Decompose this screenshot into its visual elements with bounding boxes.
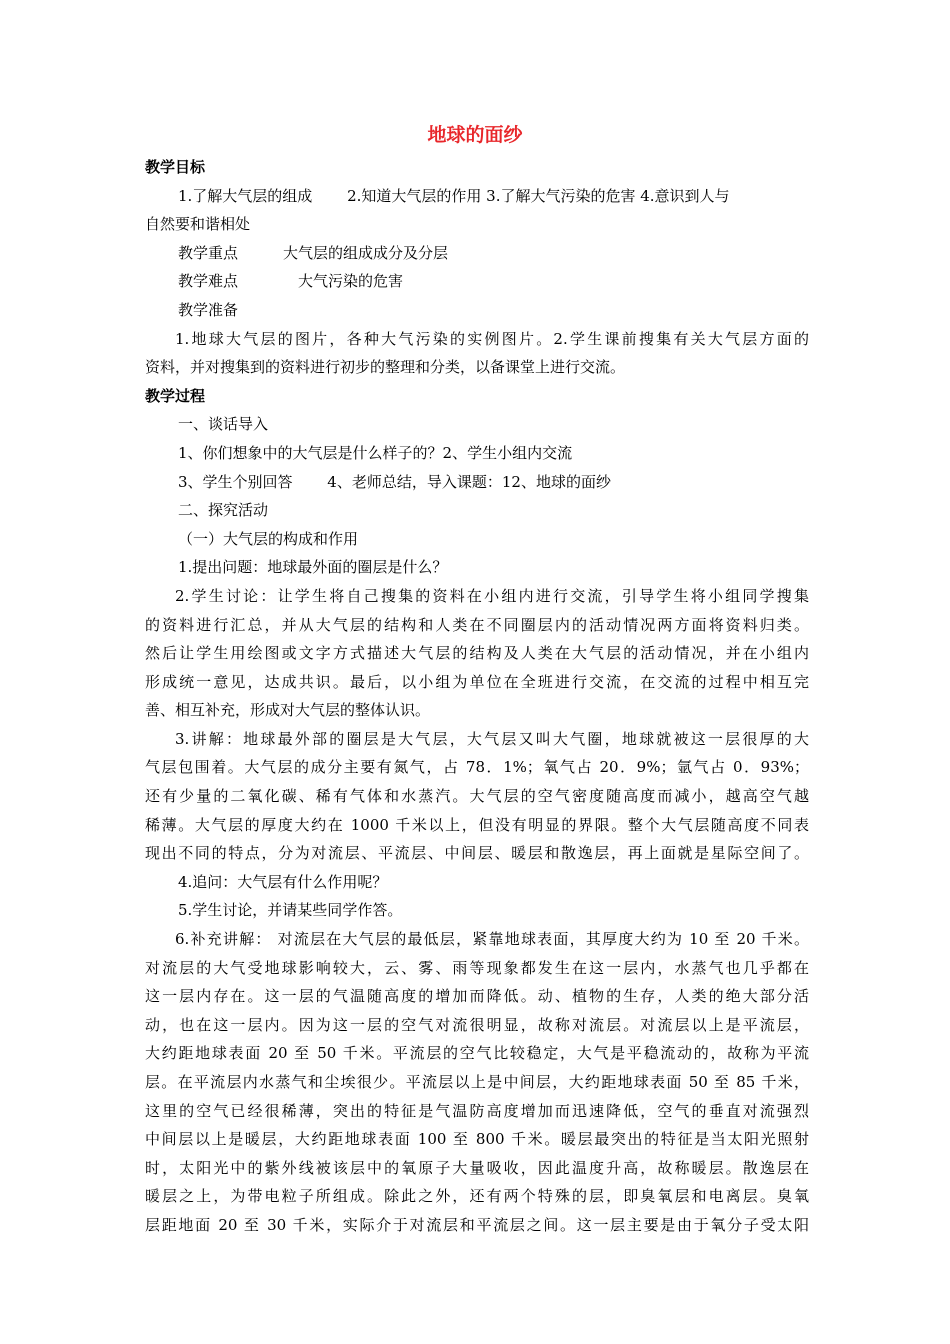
paragraph-line: 教学难点 大气污染的危害 [178,272,404,291]
section-heading-objectives: 教学目标 [145,158,206,176]
paragraph-line: （一）大气层的构成和作用 [178,529,359,548]
paragraph-line: 3.讲解：地球最外部的圈层是大气层，大气层又叫大气圈，地球就被这一层很厚的大 [175,729,809,748]
paragraph-line: 1.提出问题：地球最外面的圈层是什么？ [178,558,448,577]
paragraph-line: 稀薄。大气层的厚度大约在 1000 千米以上，但没有明显的界限。整个大气层随高度不同表 [145,815,809,834]
paragraph-line: 这里的空气已经很稀薄，突出的特征是气温防高度增加而迅速降低，空气的垂直对流强烈 [145,1101,809,1120]
paragraph-line: 教学重点 大气层的组成成分及分层 [178,243,449,262]
paragraph-line: 的资料进行汇总，并从大气层的结构和人类在不同圈层内的活动情况两方面将资料归类。 [145,615,809,634]
paragraph-line: 6.补充讲解： 对流层在大气层的最低层，紧靠地球表面，其厚度大约为 10 至 20 千米。 [175,930,809,949]
paragraph-line: 1.地球大气层的图片，各种大气污染的实例图片。2.学生课前搜集有关大气层方面的 [175,329,809,348]
paragraph-line: 5.学生讨论，并请某些同学作答。 [178,901,403,920]
paragraph-line: 动，也在这一层内。因为这一层的空气对流很明显，故称对流层。对流层以上是平流层， [145,1015,809,1034]
paragraph-line: 善、相互补充，形成对大气层的整体认识。 [145,701,431,720]
paragraph-line: 一、谈话导入 [178,415,269,434]
paragraph-line: 大约距地球表面 20 至 50 千米。平流层的空气比较稳定，大气是平稳流动的，故称为平流 [145,1044,809,1063]
document-body [145,153,809,1240]
paragraph-line: 还有少量的二氧化碳、稀有气体和水蒸汽。大气层的空气密度随高度而减小，越高空气越 [145,787,809,806]
paragraph-line: 层距地面 20 至 30 千米，实际介于对流层和平流层之间。这一层主要是由于氧分子受太阳 [145,1215,809,1234]
paragraph-line: 对流层的大气受地球影响较大，云、雾、雨等现象都发生在这一层内，水蒸气也几乎都在 [145,958,809,977]
paragraph-line: 二、探究活动 [178,501,269,520]
page-title: 地球的面纱 [427,124,523,146]
paragraph-line: 1、你们想象中的大气层是什么样子的？2、学生小组内交流 [178,443,573,462]
paragraph-line: 然后让学生用绘图或文字方式描述大气层的结构及人类在大气层的活动情况，并在小组内 [145,644,809,663]
section-heading-process: 教学过程 [145,386,206,405]
paragraph-line: 教学准备 [178,300,239,319]
paragraph-line: 气层包围着。大气层的成分主要有氮气，占 78．1%；氧气占 20．9%；氩气占 0．93%； [145,758,809,777]
paragraph-line: 中间层以上是暖层，大约距地球表面 100 至 800 千米。暖层最突出的特征是当太阳光照射 [145,1130,809,1149]
paragraph-line: 形成统一意见，达成共识。最后，以小组为单位在全班进行交流，在交流的过程中相互完 [145,672,809,691]
paragraph-line: 暖层之上，为带电粒子所组成。除此之外，还有两个特殊的层，即臭氧层和电离层。臭氧 [145,1187,809,1206]
paragraph-line: 自然要和谐相处 [145,215,251,234]
paragraph-line: 现出不同的特点，分为对流层、平流层、中间层、暖层和散逸层，再上面就是星际空间了。 [145,844,809,863]
paragraph-line: 1.了解大气层的组成 2.知道大气层的作用 3.了解大气污染的危害 4.意识到人与 [178,186,730,205]
paragraph-line: 时，太阳光中的紫外线被该层中的氧原子大量吸收，因此温度升高，故称暖层。散逸层在 [145,1158,809,1177]
paragraph-line: 层。在平流层内水蒸气和尘埃很少。平流层以上是中间层，大约距地球表面 50 至 85 千米， [145,1073,809,1091]
paragraph-line: 这一层内存在。这一层的气温随高度的增加而降低。动、植物的生存，人类的绝大部分活 [145,987,809,1006]
paragraph-line: 2.学生讨论：让学生将自己搜集的资料在小组内进行交流，引导学生将小组同学搜集 [175,586,809,605]
paragraph-line: 4.追问：大气层有什么作用呢？ [178,872,388,891]
paragraph-line: 3、学生个别回答 4、老师总结，导入课题：12、地球的面纱 [178,472,611,491]
paragraph-line: 资料，并对搜集到的资料进行初步的整理和分类，以备课堂上进行交流。 [145,358,626,377]
